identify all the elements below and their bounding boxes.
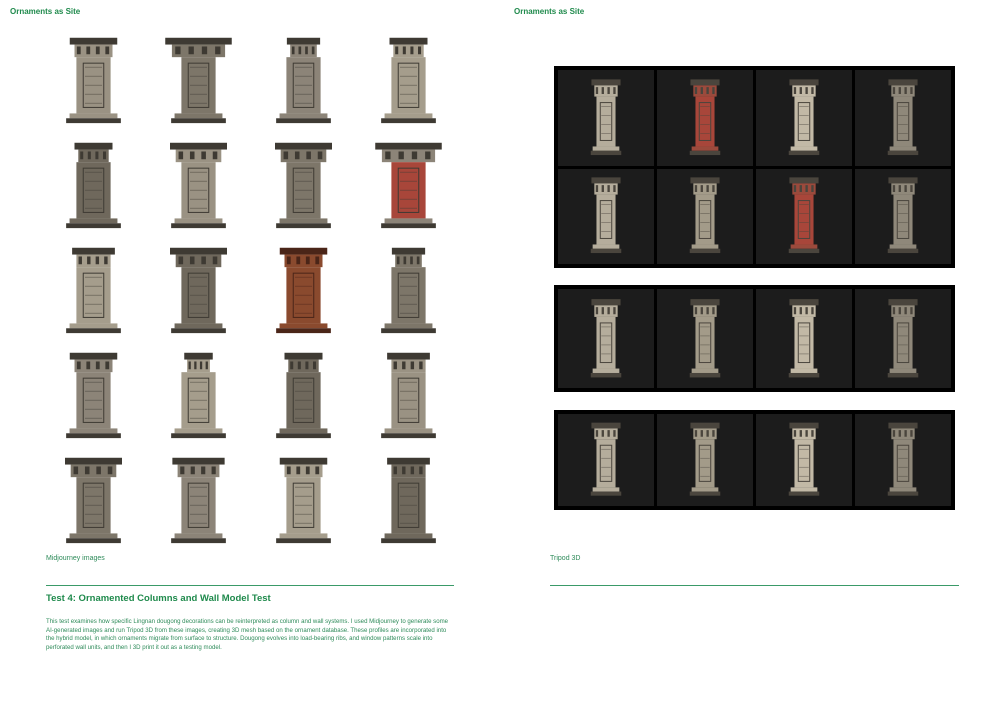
column-illustration <box>151 450 246 547</box>
column-illustration <box>256 450 351 547</box>
tripod-render <box>558 289 654 388</box>
tripod-render-panel-c <box>554 410 955 510</box>
tripod-render <box>756 70 852 166</box>
tripod-render <box>558 169 654 265</box>
midjourney-image-grid <box>46 30 458 548</box>
tripod-caption: Tripod 3D <box>550 555 581 562</box>
tripod-render-panel-b <box>554 285 955 392</box>
midjourney-image <box>256 450 351 547</box>
midjourney-image <box>256 30 351 127</box>
column-illustration <box>361 450 456 547</box>
midjourney-image <box>46 240 141 337</box>
column-illustration <box>256 240 351 337</box>
tripod-render <box>657 414 753 506</box>
column-render <box>580 292 633 381</box>
tripod-render <box>855 169 951 265</box>
right-divider <box>550 585 959 586</box>
midjourney-image <box>151 135 246 232</box>
column-illustration <box>151 345 246 442</box>
midjourney-caption: Midjourney images <box>46 555 105 562</box>
midjourney-image <box>46 450 141 547</box>
column-illustration <box>361 240 456 337</box>
tripod-render <box>558 70 654 166</box>
tripod-render <box>855 289 951 388</box>
column-render <box>679 416 732 499</box>
right-page <box>502 0 1005 709</box>
midjourney-image <box>361 30 456 127</box>
section-title: Test 4: Ornamented Columns and Wall Model Test <box>46 593 271 604</box>
page-header: Ornaments as Site <box>10 7 81 16</box>
midjourney-image <box>46 345 141 442</box>
column-illustration <box>46 135 141 232</box>
tripod-render <box>558 414 654 506</box>
column-illustration <box>151 135 246 232</box>
column-render <box>679 171 732 257</box>
column-render <box>877 416 930 499</box>
midjourney-image <box>256 135 351 232</box>
column-illustration <box>256 345 351 442</box>
column-illustration <box>361 345 456 442</box>
midjourney-image <box>151 345 246 442</box>
tripod-render <box>855 70 951 166</box>
column-render <box>778 72 831 158</box>
column-illustration <box>256 135 351 232</box>
tripod-render <box>756 289 852 388</box>
midjourney-image <box>151 240 246 337</box>
tripod-render <box>657 70 753 166</box>
column-render <box>877 292 930 381</box>
section-body-text: This test examines how specific Lingnan dougong decorations can be reinterpreted as column and wall systems. I used Midjourney to generate some AI-generated images and run Tripod 3D from these images, creating 3D mesh based on the ornament database. These profiles are incorporated into the hybrid model, in which ornaments migrate from surface to structure. Dougong evolves into load-bearing ribs, and window patterns scale into perforated wall units, and then I 3D print it out as a testing model. <box>46 618 449 652</box>
column-illustration <box>151 240 246 337</box>
midjourney-image <box>151 450 246 547</box>
tripod-render <box>756 414 852 506</box>
column-illustration <box>361 30 456 127</box>
section-divider <box>46 585 454 586</box>
midjourney-image <box>46 30 141 127</box>
tripod-render-panel-a <box>554 66 955 268</box>
tripod-render <box>657 289 753 388</box>
column-render <box>877 72 930 158</box>
column-illustration <box>151 30 246 127</box>
midjourney-image <box>256 240 351 337</box>
column-render <box>679 72 732 158</box>
column-render <box>580 171 633 257</box>
column-render <box>580 416 633 499</box>
midjourney-image <box>361 135 456 232</box>
tripod-render <box>657 169 753 265</box>
column-render <box>778 292 831 381</box>
midjourney-image <box>361 450 456 547</box>
tripod-render <box>756 169 852 265</box>
midjourney-image <box>256 345 351 442</box>
column-render <box>877 171 930 257</box>
midjourney-image <box>361 345 456 442</box>
column-illustration <box>46 450 141 547</box>
column-render <box>580 72 633 158</box>
column-illustration <box>46 30 141 127</box>
column-illustration <box>361 135 456 232</box>
column-illustration <box>46 345 141 442</box>
page-header: Ornaments as Site <box>514 7 585 16</box>
midjourney-image <box>46 135 141 232</box>
tripod-render <box>855 414 951 506</box>
midjourney-image <box>151 30 246 127</box>
midjourney-image <box>361 240 456 337</box>
column-render <box>778 416 831 499</box>
column-illustration <box>46 240 141 337</box>
column-render <box>679 292 732 381</box>
left-page <box>0 0 502 709</box>
column-illustration <box>256 30 351 127</box>
column-render <box>778 171 831 257</box>
